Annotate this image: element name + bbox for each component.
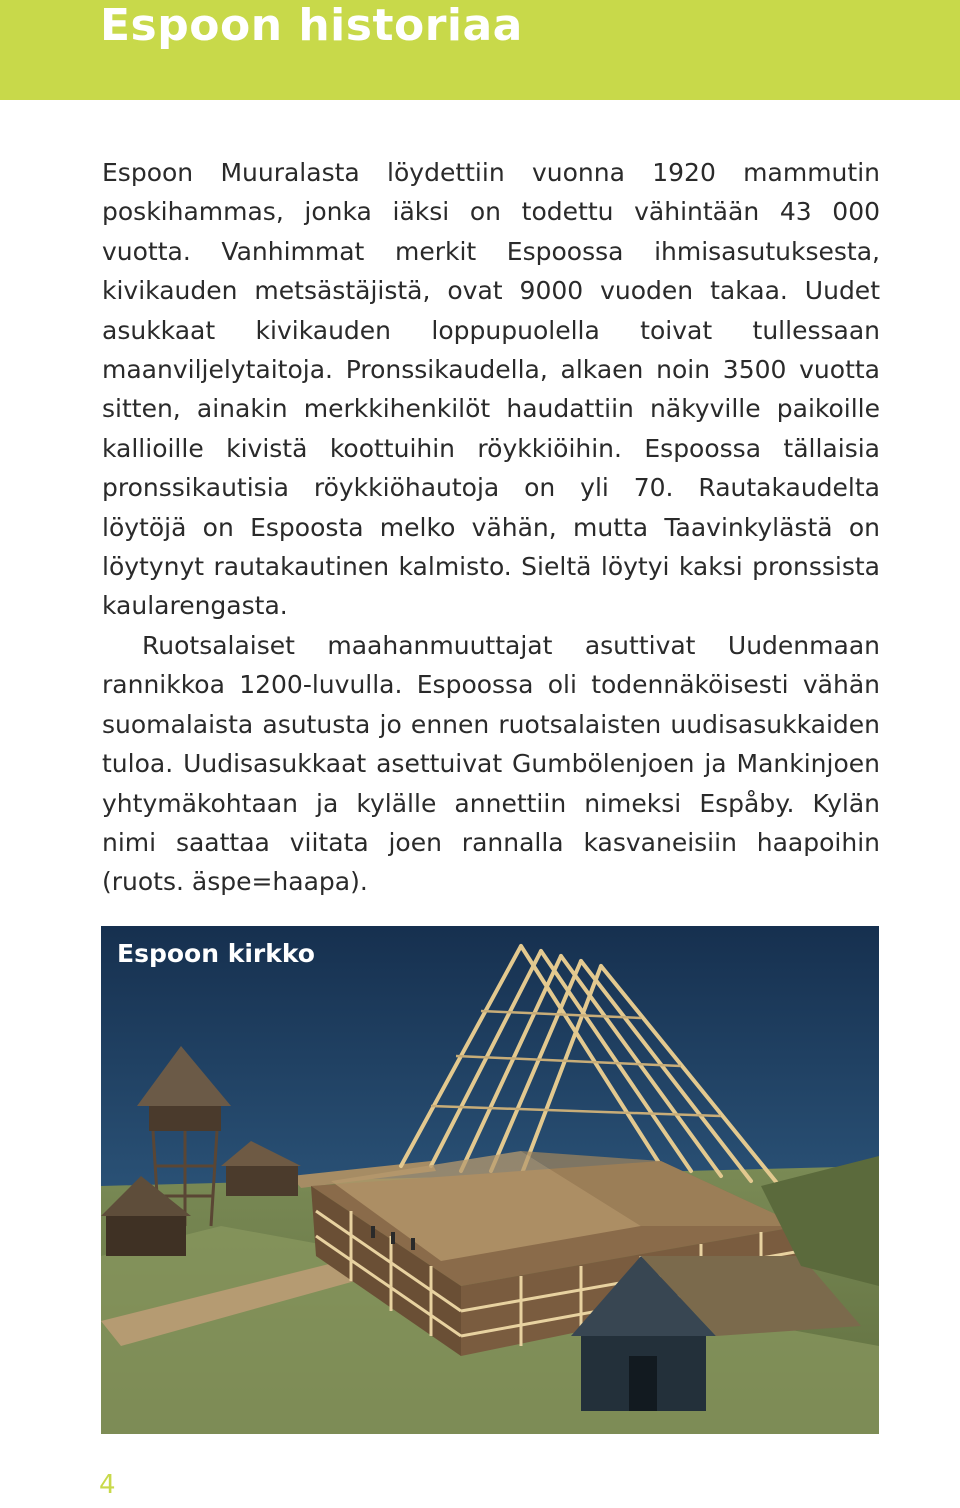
- paragraph-2: Ruotsalaiset maahanmuuttajat asuttivat Uudenmaan rannikkoa 1200-luvulla. Espoossa oli todennäköisesti vähän suomalaista asutusta jo ennen ruotsalaisten uudisasukkaiden tuloa. Uudisasukkaat asettuivat Gumbölenjoen ja Mankinjoen yhtymäkohtaan ja kylälle annettiin nimeksi Espåby. Kylän nimi saattaa viitata joen rannalla kasvaneisiin haapoihin (ruots. äspe=haapa).: [102, 630, 880, 897]
- article-body: [102, 153, 880, 902]
- page-number: 4: [99, 1470, 116, 1500]
- church-model-photo: [101, 926, 879, 1434]
- church-model-illustration: [101, 926, 879, 1434]
- photo-caption: Espoon kirkko: [117, 939, 315, 968]
- paragraph-1: Espoon Muuralasta löydettiin vuonna 1920 mammutin poskihammas, jonka iäksi on todettu vähintään 43 000 vuotta. Vanhimmat merkit Espoossa ihmisasutuksesta, kivikauden metsästäjistä, ovat 9000 vuoden takaa. Uudet asukkaat kivikauden loppupuolella toivat tullessaan maanviljelytaitoja. Pronssikaudella, alkaen noin 3500 vuotta sitten, ainakin merkkihenkilöt haudattiin näkyville paikoille kallioille kivistä koottuihin röykkiöihin. Espoossa tällaisia pronssikautisia röykkiöhautoja on yli 70. Rautakaudelta löytöjä on Espoosta melko vähän, mutta Taavinkylästä on löytynyt rautakautinen kalmisto. Sieltä löytyi kaksi pronssista kaularengasta.: [102, 158, 880, 621]
- header-bar: [0, 0, 960, 100]
- page-title: Espoon historiaa: [100, 0, 523, 51]
